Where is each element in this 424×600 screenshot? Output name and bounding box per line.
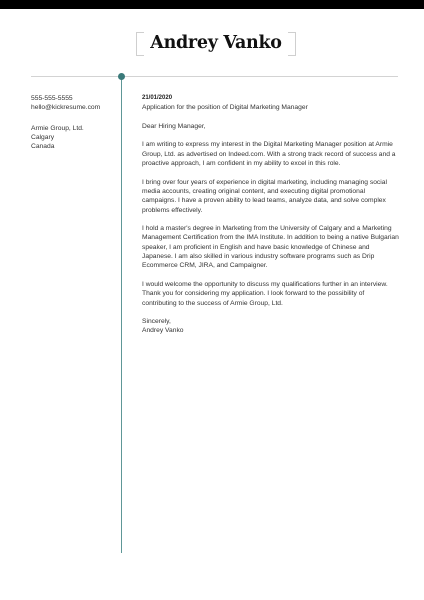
email-address: hello@kickresume.com [31, 104, 101, 112]
letter-paragraph: I bring over four years of experience in digital marketing, including managing social media accounts, creating original content, and executing digital promotional campaigns. I have a proven ability to lead teams, analyze data, and solve complex problems effectively. [142, 178, 387, 214]
divider-dot [118, 73, 125, 80]
recipient-country: Canada [31, 143, 55, 151]
letter-date: 21/01/2020 [142, 95, 173, 101]
right-bracket-decoration [288, 32, 296, 56]
phone-number: 555-555-5555 [31, 95, 73, 102]
name-header [136, 32, 296, 56]
recipient-city: Calgary [31, 133, 55, 141]
letter-closing: Sincerely, [142, 318, 171, 326]
letter-subject: Application for the position of Digital Marketing Manager [142, 104, 308, 112]
letter-body [142, 94, 400, 336]
recipient-company: Armie Group, Ltd. [31, 124, 84, 132]
horizontal-divider [31, 76, 398, 77]
vertical-divider [121, 77, 122, 553]
applicant-name: Andrey Vanko [150, 33, 282, 53]
letter-signature: Andrey Vanko [142, 327, 184, 335]
top-bar [0, 0, 424, 9]
letter-greeting: Dear Hiring Manager, [142, 122, 206, 130]
letter-paragraph: I hold a master's degree in Marketing from the University of Calgary and a Marketing Management Certification from the IMA Institute. In addition to being a native Bulgarian speaker, I am proficient in English and have basic knowledge of Chinese and Japanese. I am also skilled in various industry software programs such as Drip Ecommerce CRM, JIRA, and Campaigner. [142, 225, 399, 270]
letter-paragraph: I would welcome the opportunity to discuss my qualifications further in an interview. Thank you for considering my application. I look forward to the possibility of contributing to the success of Armie Group, Ltd. [142, 280, 388, 307]
contact-column [31, 94, 100, 151]
letter-paragraph: I am writing to express my interest in the Digital Marketing Manager position at Armie Group, Ltd. as advertised on Indeed.com. With a strong track record of success and a proactive approach, I am confident in my ability to excel in this role. [142, 141, 396, 168]
